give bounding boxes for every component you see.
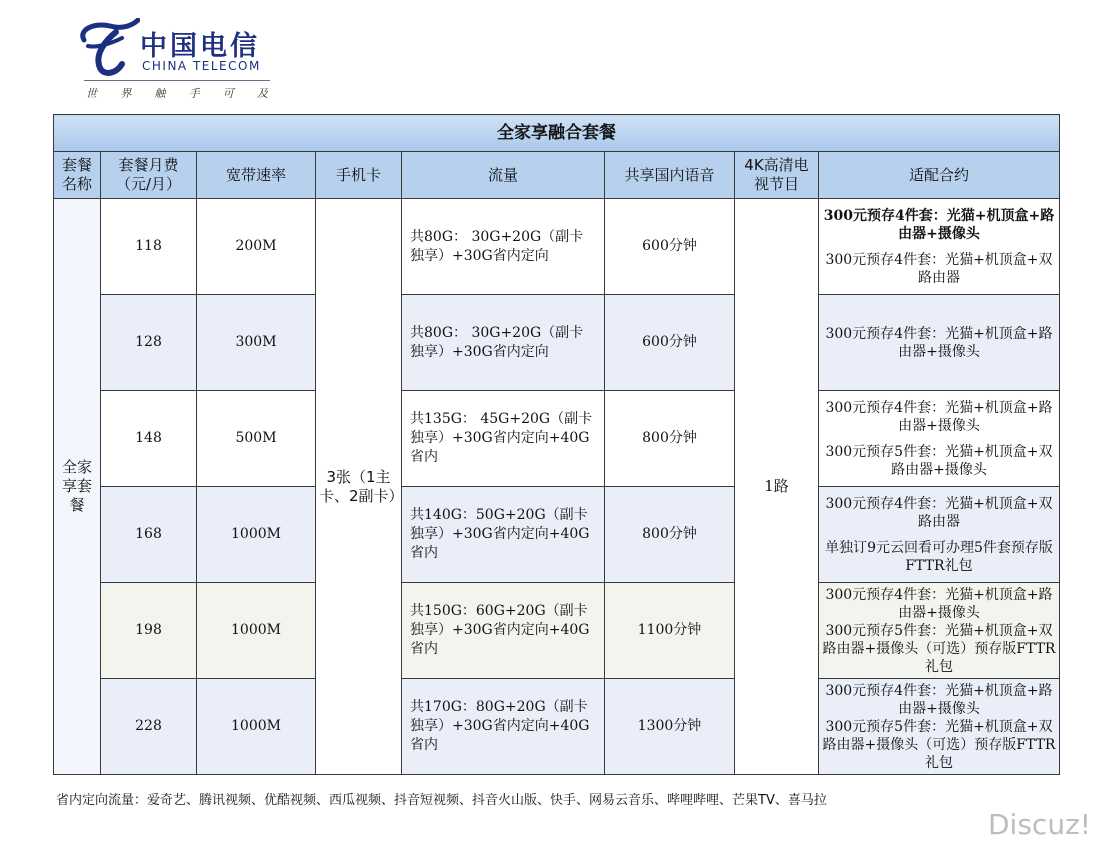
- contract-item: 300元预存4件套：光猫+机顶盒+路由器+摄像头: [825, 399, 1053, 434]
- contract-item: 300元预存4件套：光猫+机顶盒+路由器+摄像头: [823, 207, 1055, 242]
- contract-item: 300元预存4件套：光猫+机顶盒+双路由器: [825, 495, 1053, 530]
- speed-cell: 300M: [197, 295, 316, 391]
- contract-item: 300元预存5件套：光猫+机顶盒+双路由器+摄像头（可选）预存版FTTR礼包: [822, 718, 1056, 771]
- slogan-char: 可: [222, 87, 234, 100]
- contract-item: 300元预存4件套：光猫+机顶盒+路由器+摄像头: [825, 682, 1053, 717]
- fee-cell: 228: [101, 679, 197, 775]
- directed-traffic-footnote: 省内定向流量：爱奇艺、腾讯视频、优酷视频、西瓜视频、抖音短视频、抖音火山版、快手、网易云音乐、哔哩哔哩、芒果TV、喜马拉: [56, 793, 827, 808]
- logo-chinese-name: 中国电信: [140, 31, 260, 62]
- fee-cell: 168: [101, 487, 197, 583]
- header-broadband-speed: 宽带速率: [197, 152, 316, 199]
- contract-cell: [819, 487, 1060, 583]
- data-cell: 共80G： 30G+20G（副卡独享）+30G省内定向: [402, 199, 605, 295]
- table-row: [54, 295, 1060, 391]
- data-cell: 共135G： 45G+20G（副卡独享）+30G省内定向+40G省内: [402, 391, 605, 487]
- slogan-char: 手: [188, 87, 200, 100]
- voice-cell: 600分钟: [605, 199, 735, 295]
- contract-cell: [819, 679, 1060, 775]
- header-contract: 适配合约: [819, 152, 1060, 199]
- discuz-watermark: Discuz!: [988, 808, 1091, 841]
- voice-cell: 1300分钟: [605, 679, 735, 775]
- contract-cell: [819, 199, 1060, 295]
- speed-cell: 1000M: [197, 487, 316, 583]
- contract-item: 300元预存4件套：光猫+机顶盒+路由器+摄像头: [825, 586, 1053, 621]
- speed-cell: 200M: [197, 199, 316, 295]
- data-cell: 共140G：50G+20G（副卡独享）+30G省内定向+40G省内: [402, 487, 605, 583]
- table-row: [54, 583, 1060, 679]
- contract-cell: [819, 583, 1060, 679]
- contract-cell: [819, 295, 1060, 391]
- header-tv: 4K高清电视节目: [735, 152, 819, 199]
- sim-card-cell: 3张（1主卡、2副卡）: [316, 199, 402, 775]
- fee-cell: 118: [101, 199, 197, 295]
- table-title: 全家享融合套餐: [54, 115, 1060, 152]
- china-telecom-logo: [76, 18, 276, 102]
- table-row: [54, 199, 1060, 295]
- contract-item: 300元预存4件套：光猫+机顶盒+路由器+摄像头: [825, 325, 1053, 360]
- fee-cell: 148: [101, 391, 197, 487]
- table-row: [54, 679, 1060, 775]
- header-sim-card: 手机卡: [316, 152, 402, 199]
- speed-cell: 1000M: [197, 679, 316, 775]
- plan-table: [53, 114, 1060, 775]
- header-data: 流量: [402, 152, 605, 199]
- slogan-char: 及: [256, 87, 268, 100]
- voice-cell: 800分钟: [605, 487, 735, 583]
- slogan-char: 世: [86, 87, 97, 100]
- slogan-char: 触: [154, 87, 166, 100]
- speed-cell: 1000M: [197, 583, 316, 679]
- plan-name-cell: 全家享套餐: [54, 199, 101, 775]
- data-cell: 共150G：60G+20G（副卡独享）+30G省内定向+40G省内: [402, 583, 605, 679]
- logo-slogan: [86, 85, 268, 101]
- fee-cell: 128: [101, 295, 197, 391]
- slogan-char: 界: [120, 87, 132, 100]
- header-plan-name: 套餐名称: [54, 152, 101, 199]
- voice-cell: 600分钟: [605, 295, 735, 391]
- table-row: [54, 391, 1060, 487]
- table-row: [54, 487, 1060, 583]
- voice-cell: 1100分钟: [605, 583, 735, 679]
- tv-cell: 1路: [735, 199, 819, 775]
- logo-english-name: CHINA TELECOM: [142, 59, 261, 73]
- contract-cell: [819, 391, 1060, 487]
- header-monthly-fee: 套餐月费（元/月）: [101, 152, 197, 199]
- fee-cell: 198: [101, 583, 197, 679]
- data-cell: 共80G： 30G+20G（副卡独享）+30G省内定向: [402, 295, 605, 391]
- logo-divider: [84, 80, 270, 81]
- data-cell: 共170G：80G+20G（副卡独享）+30G省内定向+40G省内: [402, 679, 605, 775]
- contract-item: 300元预存5件套：光猫+机顶盒+双路由器+摄像头: [825, 443, 1053, 478]
- contract-item: 300元预存5件套：光猫+机顶盒+双路由器+摄像头（可选）预存版FTTR礼包: [822, 622, 1056, 675]
- contract-item: 300元预存4件套：光猫+机顶盒+双路由器: [825, 251, 1053, 286]
- header-voice: 共享国内语音: [605, 152, 735, 199]
- voice-cell: 800分钟: [605, 391, 735, 487]
- contract-item: 单独订9元云回看可办理5件套预存版FTTR礼包: [825, 539, 1053, 574]
- telecom-emblem-icon: [76, 18, 140, 78]
- speed-cell: 500M: [197, 391, 316, 487]
- header-row: [54, 152, 1060, 199]
